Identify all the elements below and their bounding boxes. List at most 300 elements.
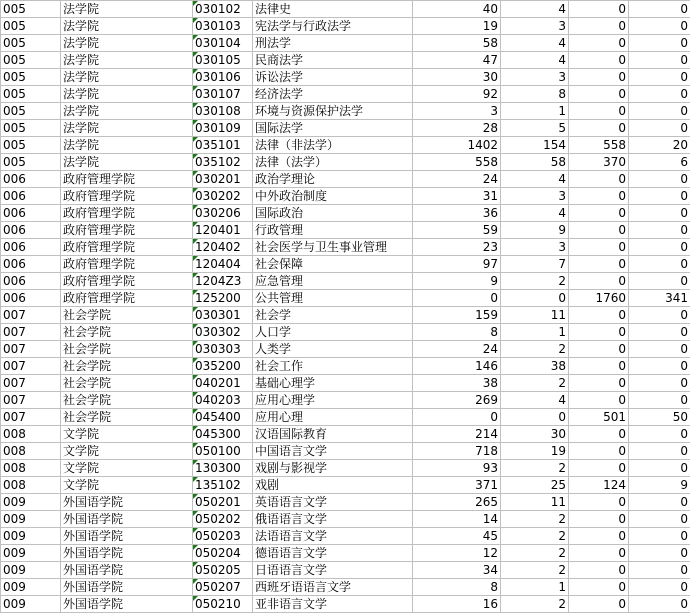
- value-cell-3[interactable]: 0: [569, 69, 629, 86]
- value-cell-4[interactable]: 0: [629, 528, 690, 545]
- dept-name-cell[interactable]: 法学院: [61, 52, 193, 69]
- value-cell-4[interactable]: 0: [629, 545, 690, 562]
- value-cell-2[interactable]: 1: [501, 579, 569, 596]
- dept-code-cell[interactable]: 005: [1, 52, 61, 69]
- dept-code-cell[interactable]: 009: [1, 579, 61, 596]
- dept-code-cell[interactable]: 007: [1, 358, 61, 375]
- major-name-cell[interactable]: 宪法学与行政法学: [253, 18, 413, 35]
- value-cell-4[interactable]: 0: [629, 341, 690, 358]
- dept-name-cell[interactable]: 政府管理学院: [61, 290, 193, 307]
- value-cell-3[interactable]: 0: [569, 1, 629, 18]
- dept-name-cell[interactable]: 政府管理学院: [61, 188, 193, 205]
- major-code-cell[interactable]: 135102: [193, 477, 253, 494]
- value-cell-4[interactable]: 0: [629, 375, 690, 392]
- dept-code-cell[interactable]: 006: [1, 256, 61, 273]
- value-cell-2[interactable]: 8: [501, 86, 569, 103]
- dept-name-cell[interactable]: 政府管理学院: [61, 273, 193, 290]
- dept-name-cell[interactable]: 政府管理学院: [61, 222, 193, 239]
- value-cell-2[interactable]: 2: [501, 562, 569, 579]
- value-cell-1[interactable]: 371: [413, 477, 501, 494]
- major-code-cell[interactable]: 050210: [193, 596, 253, 613]
- major-code-cell[interactable]: 035101: [193, 137, 253, 154]
- value-cell-2[interactable]: 25: [501, 477, 569, 494]
- value-cell-4[interactable]: 341: [629, 290, 690, 307]
- major-code-cell[interactable]: 030202: [193, 188, 253, 205]
- value-cell-2[interactable]: 58: [501, 154, 569, 171]
- major-name-cell[interactable]: 中外政治制度: [253, 188, 413, 205]
- value-cell-3[interactable]: 0: [569, 256, 629, 273]
- major-code-cell[interactable]: 030206: [193, 205, 253, 222]
- dept-code-cell[interactable]: 009: [1, 545, 61, 562]
- value-cell-2[interactable]: 0: [501, 409, 569, 426]
- dept-code-cell[interactable]: 008: [1, 460, 61, 477]
- value-cell-2[interactable]: 4: [501, 205, 569, 222]
- major-code-cell[interactable]: 050207: [193, 579, 253, 596]
- value-cell-4[interactable]: 0: [629, 86, 690, 103]
- dept-name-cell[interactable]: 外国语学院: [61, 511, 193, 528]
- dept-code-cell[interactable]: 009: [1, 494, 61, 511]
- value-cell-3[interactable]: 0: [569, 375, 629, 392]
- value-cell-1[interactable]: 97: [413, 256, 501, 273]
- major-code-cell[interactable]: 120404: [193, 256, 253, 273]
- dept-code-cell[interactable]: 005: [1, 1, 61, 18]
- major-code-cell[interactable]: 035102: [193, 154, 253, 171]
- dept-code-cell[interactable]: 009: [1, 596, 61, 613]
- dept-name-cell[interactable]: 文学院: [61, 460, 193, 477]
- dept-name-cell[interactable]: 政府管理学院: [61, 239, 193, 256]
- major-name-cell[interactable]: 国际法学: [253, 120, 413, 137]
- value-cell-4[interactable]: 0: [629, 579, 690, 596]
- value-cell-3[interactable]: 0: [569, 426, 629, 443]
- major-name-cell[interactable]: 西班牙语语言文学: [253, 579, 413, 596]
- major-code-cell[interactable]: 030104: [193, 35, 253, 52]
- value-cell-3[interactable]: 0: [569, 52, 629, 69]
- value-cell-2[interactable]: 1: [501, 103, 569, 120]
- value-cell-2[interactable]: 2: [501, 596, 569, 613]
- value-cell-2[interactable]: 0: [501, 290, 569, 307]
- value-cell-2[interactable]: 7: [501, 256, 569, 273]
- value-cell-1[interactable]: 146: [413, 358, 501, 375]
- major-code-cell[interactable]: 030106: [193, 69, 253, 86]
- value-cell-2[interactable]: 3: [501, 188, 569, 205]
- major-code-cell[interactable]: 130300: [193, 460, 253, 477]
- value-cell-1[interactable]: 269: [413, 392, 501, 409]
- dept-code-cell[interactable]: 007: [1, 409, 61, 426]
- major-name-cell[interactable]: 英语语言文学: [253, 494, 413, 511]
- value-cell-3[interactable]: 0: [569, 35, 629, 52]
- table-row: [1, 511, 690, 528]
- major-name-cell[interactable]: 基础心理学: [253, 375, 413, 392]
- value-cell-2[interactable]: 2: [501, 460, 569, 477]
- dept-name-cell[interactable]: 法学院: [61, 137, 193, 154]
- value-cell-1[interactable]: 23: [413, 239, 501, 256]
- dept-code-cell[interactable]: 007: [1, 375, 61, 392]
- value-cell-1[interactable]: 38: [413, 375, 501, 392]
- major-code-cell[interactable]: 030103: [193, 18, 253, 35]
- dept-name-cell[interactable]: 法学院: [61, 120, 193, 137]
- table-row: [1, 103, 690, 120]
- dept-code-cell[interactable]: 008: [1, 443, 61, 460]
- major-name-cell[interactable]: 公共管理: [253, 290, 413, 307]
- dept-name-cell[interactable]: 政府管理学院: [61, 205, 193, 222]
- dept-code-cell[interactable]: 008: [1, 426, 61, 443]
- value-cell-3[interactable]: 0: [569, 511, 629, 528]
- major-name-cell[interactable]: 法律史: [253, 1, 413, 18]
- major-name-cell[interactable]: 中国语言文学: [253, 443, 413, 460]
- dept-code-cell[interactable]: 005: [1, 154, 61, 171]
- value-cell-1[interactable]: 92: [413, 86, 501, 103]
- value-cell-3[interactable]: 0: [569, 562, 629, 579]
- value-cell-1[interactable]: 9: [413, 273, 501, 290]
- value-cell-1[interactable]: 24: [413, 171, 501, 188]
- major-name-cell[interactable]: 汉语国际教育: [253, 426, 413, 443]
- dept-name-cell[interactable]: 文学院: [61, 443, 193, 460]
- dept-name-cell[interactable]: 社会学院: [61, 375, 193, 392]
- value-cell-3[interactable]: 0: [569, 120, 629, 137]
- major-name-cell[interactable]: 国际政治: [253, 205, 413, 222]
- value-cell-3[interactable]: 0: [569, 494, 629, 511]
- dept-code-cell[interactable]: 005: [1, 35, 61, 52]
- value-cell-4[interactable]: 0: [629, 273, 690, 290]
- value-cell-4[interactable]: 0: [629, 239, 690, 256]
- value-cell-2[interactable]: 2: [501, 511, 569, 528]
- major-name-cell[interactable]: 政治学理论: [253, 171, 413, 188]
- major-name-cell[interactable]: 社会学: [253, 307, 413, 324]
- dept-name-cell[interactable]: 政府管理学院: [61, 171, 193, 188]
- dept-code-cell[interactable]: 005: [1, 120, 61, 137]
- major-code-cell[interactable]: 030108: [193, 103, 253, 120]
- table-row: [1, 52, 690, 69]
- major-name-cell[interactable]: 亚非语言文学: [253, 596, 413, 613]
- dept-code-cell[interactable]: 009: [1, 528, 61, 545]
- major-name-cell[interactable]: 民商法学: [253, 52, 413, 69]
- value-cell-2[interactable]: 19: [501, 443, 569, 460]
- value-cell-1[interactable]: 36: [413, 205, 501, 222]
- value-cell-1[interactable]: 12: [413, 545, 501, 562]
- major-name-cell[interactable]: 社会医学与卫生事业管理: [253, 239, 413, 256]
- major-name-cell[interactable]: 日语语言文学: [253, 562, 413, 579]
- major-code-cell[interactable]: 040203: [193, 392, 253, 409]
- dept-name-cell[interactable]: 社会学院: [61, 341, 193, 358]
- major-name-cell[interactable]: 刑法学: [253, 35, 413, 52]
- dept-code-cell[interactable]: 005: [1, 18, 61, 35]
- value-cell-3[interactable]: 501: [569, 409, 629, 426]
- value-cell-3[interactable]: 0: [569, 273, 629, 290]
- major-code-cell[interactable]: 050202: [193, 511, 253, 528]
- dept-name-cell[interactable]: 外国语学院: [61, 528, 193, 545]
- value-cell-2[interactable]: 1: [501, 324, 569, 341]
- value-cell-3[interactable]: 0: [569, 443, 629, 460]
- dept-name-cell[interactable]: 法学院: [61, 35, 193, 52]
- value-cell-1[interactable]: 16: [413, 596, 501, 613]
- major-name-cell[interactable]: 应用心理学: [253, 392, 413, 409]
- value-cell-3[interactable]: 0: [569, 545, 629, 562]
- value-cell-2[interactable]: 9: [501, 222, 569, 239]
- dept-name-cell[interactable]: 法学院: [61, 1, 193, 18]
- major-code-cell[interactable]: 120401: [193, 222, 253, 239]
- major-name-cell[interactable]: 法律（法学）: [253, 154, 413, 171]
- dept-name-cell[interactable]: 外国语学院: [61, 545, 193, 562]
- major-code-cell[interactable]: 125200: [193, 290, 253, 307]
- value-cell-4[interactable]: 20: [629, 137, 690, 154]
- major-code-cell[interactable]: 040201: [193, 375, 253, 392]
- value-cell-3[interactable]: 0: [569, 222, 629, 239]
- value-cell-3[interactable]: 0: [569, 307, 629, 324]
- major-name-cell[interactable]: 社会工作: [253, 358, 413, 375]
- value-cell-4[interactable]: 0: [629, 222, 690, 239]
- value-cell-3[interactable]: 0: [569, 358, 629, 375]
- value-cell-2[interactable]: 4: [501, 1, 569, 18]
- dept-name-cell[interactable]: 社会学院: [61, 409, 193, 426]
- major-code-cell[interactable]: 120402: [193, 239, 253, 256]
- dept-name-cell[interactable]: 社会学院: [61, 358, 193, 375]
- value-cell-2[interactable]: 2: [501, 545, 569, 562]
- dept-code-cell[interactable]: 007: [1, 307, 61, 324]
- dept-name-cell[interactable]: 法学院: [61, 69, 193, 86]
- value-cell-2[interactable]: 11: [501, 307, 569, 324]
- value-cell-4[interactable]: 0: [629, 205, 690, 222]
- major-name-cell[interactable]: 社会保障: [253, 256, 413, 273]
- value-cell-2[interactable]: 4: [501, 52, 569, 69]
- major-code-cell[interactable]: 050204: [193, 545, 253, 562]
- value-cell-2[interactable]: 4: [501, 171, 569, 188]
- dept-name-cell[interactable]: 社会学院: [61, 307, 193, 324]
- major-name-cell[interactable]: 戏剧: [253, 477, 413, 494]
- major-code-cell[interactable]: 035200: [193, 358, 253, 375]
- major-name-cell[interactable]: 人口学: [253, 324, 413, 341]
- major-name-cell[interactable]: 经济法学: [253, 86, 413, 103]
- value-cell-1[interactable]: 19: [413, 18, 501, 35]
- table-row: [1, 290, 690, 307]
- value-cell-3[interactable]: 0: [569, 86, 629, 103]
- value-cell-2[interactable]: 154: [501, 137, 569, 154]
- value-cell-1[interactable]: 3: [413, 103, 501, 120]
- value-cell-4[interactable]: 0: [629, 120, 690, 137]
- value-cell-3[interactable]: 0: [569, 460, 629, 477]
- value-cell-2[interactable]: 11: [501, 494, 569, 511]
- value-cell-3[interactable]: 370: [569, 154, 629, 171]
- value-cell-3[interactable]: 0: [569, 596, 629, 613]
- value-cell-2[interactable]: 2: [501, 341, 569, 358]
- value-cell-2[interactable]: 30: [501, 426, 569, 443]
- value-cell-2[interactable]: 4: [501, 35, 569, 52]
- value-cell-1[interactable]: 1402: [413, 137, 501, 154]
- dept-code-cell[interactable]: 007: [1, 392, 61, 409]
- value-cell-4[interactable]: 6: [629, 154, 690, 171]
- major-name-cell[interactable]: 人类学: [253, 341, 413, 358]
- value-cell-2[interactable]: 3: [501, 18, 569, 35]
- value-cell-4[interactable]: 0: [629, 1, 690, 18]
- value-cell-1[interactable]: 59: [413, 222, 501, 239]
- major-name-cell[interactable]: 行政管理: [253, 222, 413, 239]
- value-cell-2[interactable]: 4: [501, 392, 569, 409]
- value-cell-3[interactable]: 0: [569, 392, 629, 409]
- major-name-cell[interactable]: 应用心理: [253, 409, 413, 426]
- value-cell-1[interactable]: 0: [413, 409, 501, 426]
- dept-code-cell[interactable]: 007: [1, 324, 61, 341]
- value-cell-2[interactable]: 5: [501, 120, 569, 137]
- value-cell-4[interactable]: 0: [629, 358, 690, 375]
- dept-code-cell[interactable]: 007: [1, 341, 61, 358]
- major-name-cell[interactable]: 法律（非法学）: [253, 137, 413, 154]
- major-code-cell[interactable]: 030102: [193, 1, 253, 18]
- value-cell-4[interactable]: 0: [629, 69, 690, 86]
- dept-code-cell[interactable]: 006: [1, 222, 61, 239]
- value-cell-3[interactable]: 0: [569, 18, 629, 35]
- major-name-cell[interactable]: 诉讼法学: [253, 69, 413, 86]
- value-cell-1[interactable]: 47: [413, 52, 501, 69]
- major-code-cell[interactable]: 045400: [193, 409, 253, 426]
- value-cell-1[interactable]: 45: [413, 528, 501, 545]
- value-cell-3[interactable]: 0: [569, 239, 629, 256]
- major-code-cell[interactable]: 1204Z3: [193, 273, 253, 290]
- value-cell-2[interactable]: 38: [501, 358, 569, 375]
- value-cell-2[interactable]: 2: [501, 375, 569, 392]
- major-code-cell[interactable]: 030107: [193, 86, 253, 103]
- value-cell-1[interactable]: 14: [413, 511, 501, 528]
- value-cell-4[interactable]: 0: [629, 392, 690, 409]
- major-code-cell[interactable]: 050203: [193, 528, 253, 545]
- dept-name-cell[interactable]: 文学院: [61, 426, 193, 443]
- dept-name-cell[interactable]: 外国语学院: [61, 494, 193, 511]
- value-cell-3[interactable]: 0: [569, 171, 629, 188]
- dept-name-cell[interactable]: 法学院: [61, 18, 193, 35]
- value-cell-4[interactable]: 0: [629, 494, 690, 511]
- dept-code-cell[interactable]: 006: [1, 205, 61, 222]
- table-row: [1, 562, 690, 579]
- value-cell-3[interactable]: 0: [569, 528, 629, 545]
- dept-name-cell[interactable]: 文学院: [61, 477, 193, 494]
- value-cell-1[interactable]: 8: [413, 579, 501, 596]
- value-cell-1[interactable]: 30: [413, 69, 501, 86]
- value-cell-2[interactable]: 2: [501, 273, 569, 290]
- dept-name-cell[interactable]: 外国语学院: [61, 562, 193, 579]
- value-cell-3[interactable]: 0: [569, 103, 629, 120]
- value-cell-1[interactable]: 24: [413, 341, 501, 358]
- value-cell-4[interactable]: 0: [629, 256, 690, 273]
- dept-code-cell[interactable]: 005: [1, 137, 61, 154]
- dept-code-cell[interactable]: 005: [1, 103, 61, 120]
- major-code-cell[interactable]: 030105: [193, 52, 253, 69]
- value-cell-3[interactable]: 0: [569, 579, 629, 596]
- dept-code-cell[interactable]: 006: [1, 290, 61, 307]
- value-cell-1[interactable]: 558: [413, 154, 501, 171]
- value-cell-4[interactable]: 0: [629, 511, 690, 528]
- value-cell-1[interactable]: 265: [413, 494, 501, 511]
- value-cell-3[interactable]: 0: [569, 341, 629, 358]
- value-cell-4[interactable]: 0: [629, 52, 690, 69]
- major-name-cell[interactable]: 戏剧与影视学: [253, 460, 413, 477]
- value-cell-3[interactable]: 0: [569, 324, 629, 341]
- value-cell-4[interactable]: 0: [629, 324, 690, 341]
- value-cell-3[interactable]: 0: [569, 188, 629, 205]
- dept-name-cell[interactable]: 法学院: [61, 154, 193, 171]
- dept-name-cell[interactable]: 外国语学院: [61, 596, 193, 613]
- value-cell-1[interactable]: 58: [413, 35, 501, 52]
- dept-code-cell[interactable]: 005: [1, 69, 61, 86]
- value-cell-1[interactable]: 159: [413, 307, 501, 324]
- dept-code-cell[interactable]: 006: [1, 188, 61, 205]
- table-body: [1, 1, 690, 613]
- value-cell-4[interactable]: 0: [629, 103, 690, 120]
- value-cell-1[interactable]: 28: [413, 120, 501, 137]
- value-cell-1[interactable]: 214: [413, 426, 501, 443]
- value-cell-1[interactable]: 718: [413, 443, 501, 460]
- dept-code-cell[interactable]: 009: [1, 511, 61, 528]
- value-cell-4[interactable]: 0: [629, 35, 690, 52]
- table-row: [1, 205, 690, 222]
- dept-code-cell[interactable]: 009: [1, 562, 61, 579]
- value-cell-2[interactable]: 3: [501, 239, 569, 256]
- dept-code-cell[interactable]: 006: [1, 273, 61, 290]
- dept-code-cell[interactable]: 006: [1, 239, 61, 256]
- dept-name-cell[interactable]: 社会学院: [61, 392, 193, 409]
- major-name-cell[interactable]: 法语语言文学: [253, 528, 413, 545]
- value-cell-4[interactable]: 0: [629, 443, 690, 460]
- dept-code-cell[interactable]: 005: [1, 86, 61, 103]
- dept-code-cell[interactable]: 008: [1, 477, 61, 494]
- value-cell-1[interactable]: 93: [413, 460, 501, 477]
- dept-name-cell[interactable]: 政府管理学院: [61, 256, 193, 273]
- value-cell-4[interactable]: 0: [629, 596, 690, 613]
- table-row: [1, 120, 690, 137]
- value-cell-4[interactable]: 0: [629, 562, 690, 579]
- value-cell-3[interactable]: 124: [569, 477, 629, 494]
- major-name-cell[interactable]: 应急管理: [253, 273, 413, 290]
- value-cell-2[interactable]: 3: [501, 69, 569, 86]
- value-cell-3[interactable]: 558: [569, 137, 629, 154]
- value-cell-3[interactable]: 0: [569, 205, 629, 222]
- dept-name-cell[interactable]: 外国语学院: [61, 579, 193, 596]
- major-code-cell[interactable]: 050205: [193, 562, 253, 579]
- value-cell-4[interactable]: 0: [629, 460, 690, 477]
- value-cell-4[interactable]: 0: [629, 188, 690, 205]
- value-cell-1[interactable]: 40: [413, 1, 501, 18]
- major-code-cell[interactable]: 045300: [193, 426, 253, 443]
- table-row: [1, 307, 690, 324]
- table-row: [1, 545, 690, 562]
- major-code-cell[interactable]: 050100: [193, 443, 253, 460]
- value-cell-4[interactable]: 0: [629, 426, 690, 443]
- major-code-cell[interactable]: 030109: [193, 120, 253, 137]
- value-cell-2[interactable]: 2: [501, 528, 569, 545]
- value-cell-1[interactable]: 31: [413, 188, 501, 205]
- dept-name-cell[interactable]: 社会学院: [61, 324, 193, 341]
- dept-name-cell[interactable]: 法学院: [61, 86, 193, 103]
- value-cell-4[interactable]: 9: [629, 477, 690, 494]
- major-code-cell[interactable]: 030301: [193, 307, 253, 324]
- dept-code-cell[interactable]: 006: [1, 171, 61, 188]
- major-code-cell[interactable]: 030302: [193, 324, 253, 341]
- value-cell-1[interactable]: 8: [413, 324, 501, 341]
- value-cell-1[interactable]: 0: [413, 290, 501, 307]
- value-cell-4[interactable]: 0: [629, 171, 690, 188]
- table-row: [1, 392, 690, 409]
- value-cell-4[interactable]: 0: [629, 18, 690, 35]
- major-name-cell[interactable]: 俄语语言文学: [253, 511, 413, 528]
- dept-name-cell[interactable]: 法学院: [61, 103, 193, 120]
- major-code-cell[interactable]: 050201: [193, 494, 253, 511]
- table-row: [1, 35, 690, 52]
- major-code-cell[interactable]: 030201: [193, 171, 253, 188]
- major-name-cell[interactable]: 德语语言文学: [253, 545, 413, 562]
- major-name-cell[interactable]: 环境与资源保护法学: [253, 103, 413, 120]
- value-cell-4[interactable]: 50: [629, 409, 690, 426]
- value-cell-1[interactable]: 34: [413, 562, 501, 579]
- value-cell-4[interactable]: 0: [629, 307, 690, 324]
- major-code-cell[interactable]: 030303: [193, 341, 253, 358]
- value-cell-3[interactable]: 1760: [569, 290, 629, 307]
